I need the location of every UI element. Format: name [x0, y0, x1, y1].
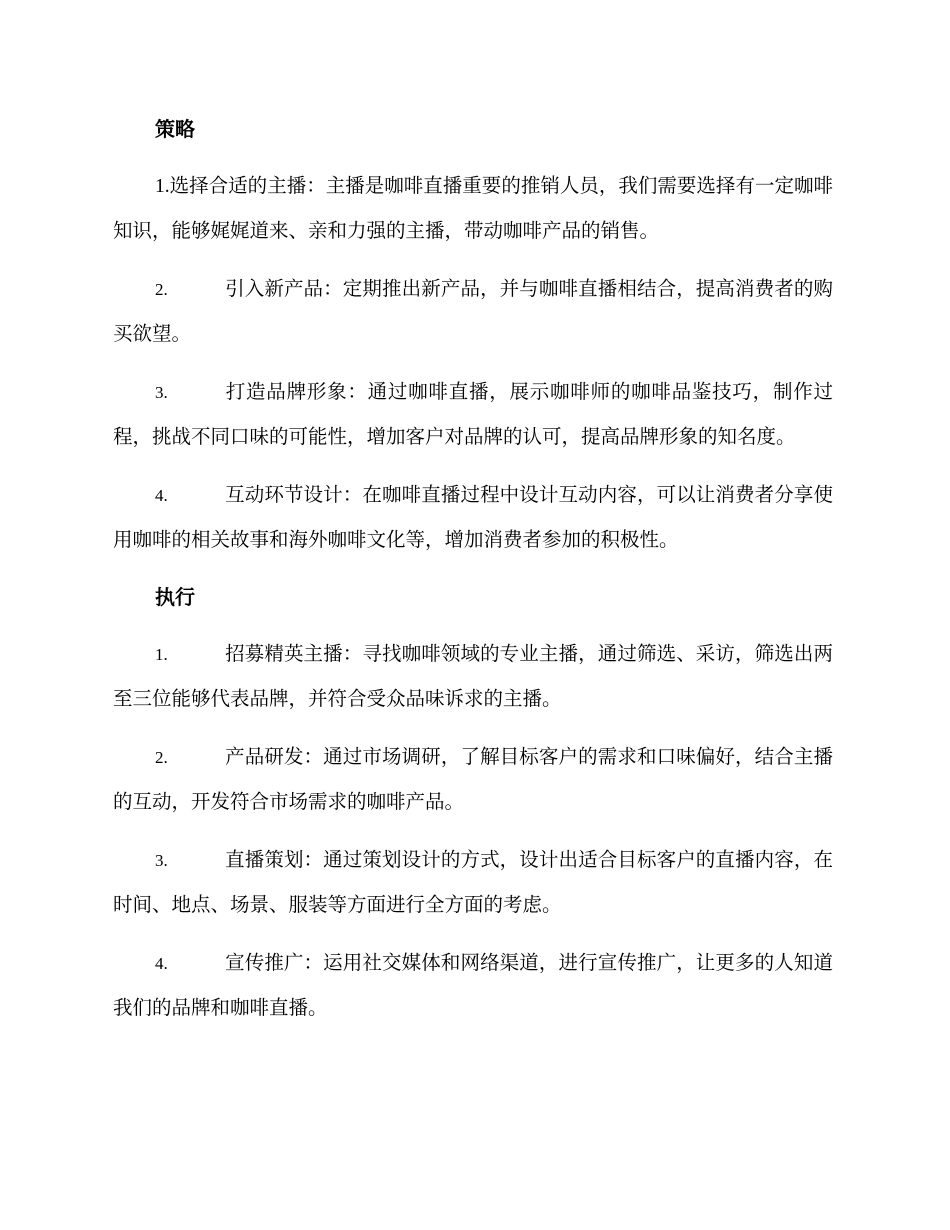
- item-text: 互动环节设计：在咖啡直播过程中设计互动内容，可以让消费者分享使用咖啡的相关故事和海外咖啡文化等，增加消费者参加的积极性。: [113, 483, 833, 551]
- item-number: 4.: [155, 486, 168, 505]
- strategy-item-3: [113, 370, 833, 459]
- item-number: 2.: [155, 748, 168, 767]
- item-text: 产品研发：通过市场调研，了解目标客户的需求和口味偏好，结合主播的互动，开发符合市场需求的咖啡产品。: [113, 745, 833, 813]
- item-text: 招募精英主播：寻找咖啡领域的专业主播，通过筛选、采访，筛选出两至三位能够代表品牌，并符合受众品味诉求的主播。: [113, 642, 833, 710]
- item-number: 1.: [155, 645, 168, 664]
- item-number: 1.: [155, 176, 170, 197]
- section-heading-strategy: 策略: [155, 117, 195, 141]
- strategy-item-4: [113, 473, 833, 562]
- item-number: 3.: [155, 851, 168, 870]
- document-body: [113, 108, 833, 1044]
- item-text: 直播策划：通过策划设计的方式，设计出适合目标客户的直播内容，在时间、地点、场景、服装等方面进行全方面的考虑。: [113, 848, 833, 916]
- execution-item-2: [113, 735, 833, 824]
- item-number: 3.: [155, 383, 168, 402]
- item-text: 选择合适的主播：主播是咖啡直播重要的推销人员，我们需要选择有一定咖啡知识，能够娓娓道来、亲和力强的主播，带动咖啡产品的销售。: [113, 174, 833, 242]
- item-text: 引入新产品：定期推出新产品，并与咖啡直播相结合，提高消费者的购买欲望。: [113, 277, 833, 345]
- execution-item-4: [113, 941, 833, 1030]
- item-text: 打造品牌形象：通过咖啡直播，展示咖啡师的咖啡品鉴技巧，制作过程，挑战不同口味的可能性，增加客户对品牌的认可，提高品牌形象的知名度。: [113, 380, 833, 448]
- item-text: 宣传推广：运用社交媒体和网络渠道，进行宣传推广，让更多的人知道我们的品牌和咖啡直播。: [113, 951, 833, 1019]
- execution-item-1: [113, 632, 833, 721]
- section-heading-execution: 执行: [155, 585, 195, 609]
- execution-item-3: [113, 838, 833, 927]
- strategy-item-2: [113, 267, 833, 356]
- item-number: 2.: [155, 280, 168, 299]
- item-number: 4.: [155, 954, 168, 973]
- strategy-item-1: [113, 164, 833, 253]
